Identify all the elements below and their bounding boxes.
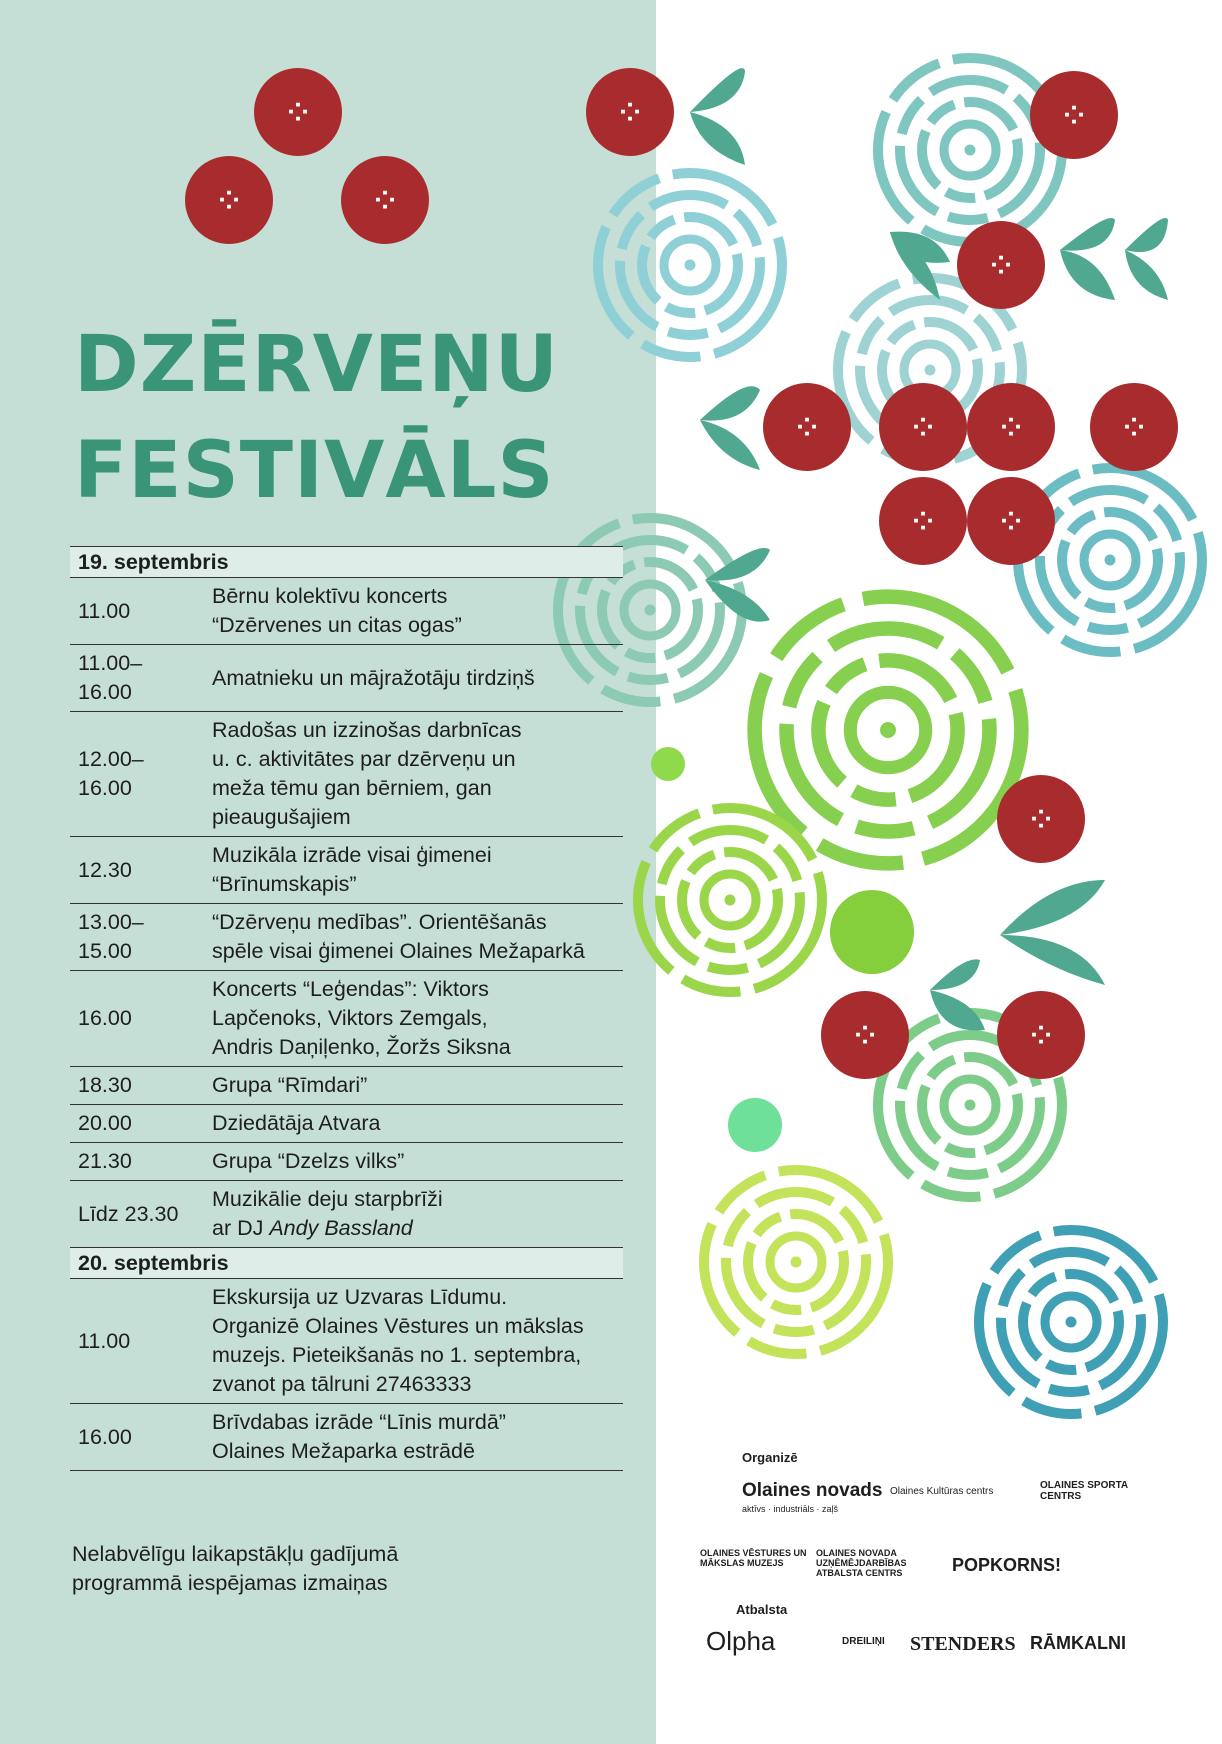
event-line: Dziedātāja Atvara <box>212 1111 381 1135</box>
popkorns-logo: POPKORNS! <box>952 1555 1062 1575</box>
event-row <box>70 904 623 971</box>
event-row <box>70 1105 623 1143</box>
event-row <box>70 1067 623 1105</box>
event-line: Bērnu kolektīvu koncerts <box>212 584 448 608</box>
event-time: 11.00– 16.00 <box>70 645 204 712</box>
event-line: Grupa “Rīmdari” <box>212 1073 368 1097</box>
event-row <box>70 837 623 904</box>
event-description <box>204 1404 623 1471</box>
day-header-row <box>70 1248 623 1279</box>
stenders-logo: STENDERS <box>910 1633 1016 1655</box>
event-line: meža tēmu gan bērniem, gan <box>212 776 492 800</box>
svg-text:⁘: ⁘ <box>374 186 396 216</box>
svg-text:⁘: ⁘ <box>1063 101 1085 131</box>
event-time: 18.30 <box>70 1067 204 1105</box>
event-line: Koncerts “Leģendas”: Viktors <box>212 977 489 1001</box>
program-table <box>70 546 623 1471</box>
sponsor-logos <box>700 1450 1180 1680</box>
event-line: pieaugušajiem <box>212 805 351 829</box>
event-time: 12.00– 16.00 <box>70 712 204 837</box>
event-row <box>70 578 623 645</box>
event-time: 13.00– 15.00 <box>70 904 204 971</box>
event-time: 20.00 <box>70 1105 204 1143</box>
event-line: ar DJ <box>212 1216 270 1240</box>
event-description <box>204 712 623 837</box>
event-line: Organizē Olaines Vēstures un mākslas <box>212 1314 584 1338</box>
event-description <box>204 578 623 645</box>
ring-1 <box>878 58 1062 242</box>
event-line: Olaines Mežaparka estrādē <box>212 1439 475 1463</box>
ring-9 <box>704 1170 888 1354</box>
event-time: 16.00 <box>70 971 204 1067</box>
svg-text:⁘: ⁘ <box>619 98 641 128</box>
ring-6 <box>755 597 1022 864</box>
svg-text:⁘: ⁘ <box>912 507 934 537</box>
organize-label: Organizē <box>742 1450 798 1465</box>
day-title: 19. septembris <box>70 547 623 578</box>
event-description <box>204 1181 623 1248</box>
event-time: 16.00 <box>70 1404 204 1471</box>
event-line: spēle visai ģimenei Olaines Mežaparkā <box>212 939 585 963</box>
event-line: “Dzērvenes un citas ogas” <box>212 613 462 637</box>
event-line: Andris Daņiļenko, Žoržs Siksna <box>212 1035 511 1059</box>
ramkalni-logo: RĀMKALNI <box>1030 1633 1126 1653</box>
title-line-1: DZĒRVEŅU <box>74 320 559 410</box>
event-line: “Dzērveņu medības”. Orientēšanās <box>212 910 547 934</box>
event-line: zvanot pa tālruni 27463333 <box>212 1372 472 1396</box>
event-row <box>70 645 623 712</box>
event-description <box>204 971 623 1067</box>
olpha-logo: Olpha <box>706 1626 776 1656</box>
event-description <box>204 1105 623 1143</box>
day-title: 20. septembris <box>70 1248 623 1279</box>
event-description <box>204 904 623 971</box>
dj-name: Andy Bassland <box>269 1216 413 1240</box>
svg-text:⁘: ⁘ <box>218 186 240 216</box>
olaines-novads-logo: Olaines novads <box>742 1480 883 1501</box>
event-line: u. c. aktivitātes par dzērveņu un <box>212 747 516 771</box>
ring-10 <box>979 1230 1163 1414</box>
atbalsta-centrs-logo: OLAINES NOVADA UZŅĒMĒJDARBĪBAS ATBALSTA CENTRS <box>816 1548 907 1578</box>
festival-title <box>74 312 559 524</box>
ring-7 <box>638 808 822 992</box>
muzejs-logo: OLAINES VĒSTURES UN MĀKSLAS MUZEJS <box>700 1548 807 1568</box>
event-line: Muzikālie deju starpbrīži <box>212 1187 443 1211</box>
event-description <box>204 1279 623 1404</box>
title-line-2: FESTIVĀLS <box>74 426 555 516</box>
kulturas-centrs-logo: Olaines Kultūras centrs <box>890 1486 994 1497</box>
dot-3 <box>728 1098 782 1152</box>
event-time: 12.30 <box>70 837 204 904</box>
olaines-novads-tagline: aktīvs · industriāls · zaļš <box>742 1504 839 1514</box>
dot-1 <box>651 747 685 781</box>
event-row <box>70 1143 623 1181</box>
svg-text:⁘: ⁘ <box>990 251 1012 281</box>
event-description <box>204 1067 623 1105</box>
event-line: muzejs. Pieteikšanās no 1. septembra, <box>212 1343 582 1367</box>
svg-text:⁘: ⁘ <box>1123 413 1145 443</box>
note-line: programmā iespējamas izmaiņas <box>72 1571 388 1595</box>
event-row <box>70 1279 623 1404</box>
svg-text:⁘: ⁘ <box>287 98 309 128</box>
event-line: Amatnieku un mājražotāju tirdziņš <box>212 665 535 690</box>
svg-text:⁘: ⁘ <box>912 413 934 443</box>
event-row <box>70 971 623 1067</box>
event-time: 11.00 <box>70 578 204 645</box>
event-line: Brīvdabas izrāde “Līnis murdā” <box>212 1410 506 1434</box>
event-time: 11.00 <box>70 1279 204 1404</box>
svg-text:⁘: ⁘ <box>854 1021 876 1051</box>
weather-note <box>72 1540 398 1598</box>
note-line: Nelabvēlīgu laikapstākļu gadījumā <box>72 1542 399 1566</box>
svg-text:⁘: ⁘ <box>1030 1021 1052 1051</box>
event-description <box>204 1143 623 1181</box>
event-line: Muzikāla izrāde visai ģimenei <box>212 843 492 867</box>
event-row <box>70 1181 623 1248</box>
event-row <box>70 712 623 837</box>
support-label: Atbalsta <box>736 1602 788 1617</box>
ring-2 <box>598 173 782 357</box>
event-line: Lapčenoks, Viktors Zemgals, <box>212 1006 488 1030</box>
event-row <box>70 1404 623 1471</box>
event-time: Līdz 23.30 <box>70 1181 204 1248</box>
dot-2 <box>830 890 914 974</box>
event-time: 21.30 <box>70 1143 204 1181</box>
event-description <box>204 645 623 712</box>
event-line: “Brīnumskapis” <box>212 872 357 896</box>
svg-text:⁘: ⁘ <box>796 413 818 443</box>
svg-text:⁘: ⁘ <box>1000 413 1022 443</box>
event-line: Radošas un izzinošas darbnīcas <box>212 718 522 742</box>
dreilini-logo: DREILIŅI <box>842 1636 885 1647</box>
event-description <box>204 837 623 904</box>
sporta-centrs-logo: OLAINES SPORTA CENTRS <box>1040 1480 1128 1502</box>
event-line: Grupa “Dzelzs vilks” <box>212 1149 405 1173</box>
event-line: Ekskursija uz Uzvaras Līdumu. <box>212 1285 508 1309</box>
svg-text:⁘: ⁘ <box>1000 507 1022 537</box>
day-header-row <box>70 547 623 578</box>
svg-text:⁘: ⁘ <box>1030 805 1052 835</box>
